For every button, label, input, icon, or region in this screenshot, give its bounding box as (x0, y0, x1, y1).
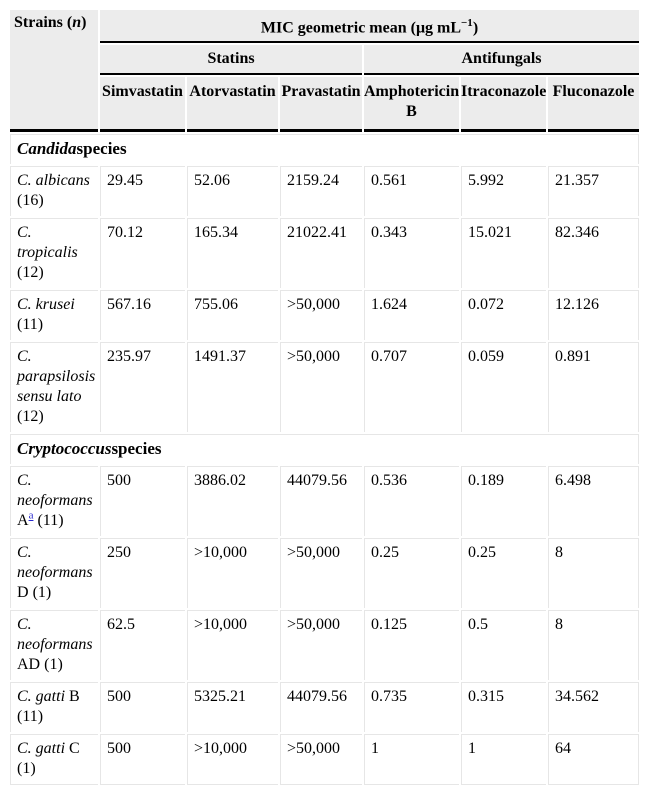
strain-n-count: (11) (17, 708, 44, 726)
mic-value-cell: 0.25 (461, 538, 546, 608)
mic-value-cell: >50,000 (280, 538, 362, 608)
strain-n-count: (1) (17, 760, 36, 778)
mic-value-cell: 8 (548, 610, 639, 680)
mic-value-cell: 235.97 (100, 342, 185, 432)
strain-name-cell (10, 342, 98, 432)
mic-spanner-header (100, 10, 639, 43)
section-header-row (10, 434, 639, 464)
section-genus-italic: Candida (17, 139, 77, 159)
table-row (10, 466, 639, 536)
mic-value-cell: 62.5 (100, 610, 185, 680)
mic-value-cell: 0.707 (364, 342, 459, 432)
mic-value-cell: 500 (100, 466, 185, 536)
strain-name-cell (10, 610, 98, 680)
mic-value-cell: 44079.56 (280, 682, 362, 732)
mic-value-cell: 44079.56 (280, 466, 362, 536)
mic-value-cell: 12.126 (548, 290, 639, 340)
strains-label-prefix: Strains ( (14, 14, 73, 31)
mic-superscript: −1 (461, 17, 473, 29)
strain-n-count: (1) (28, 584, 52, 602)
table-row (10, 342, 639, 432)
mic-value-cell: >10,000 (187, 734, 278, 785)
mic-value-cell: 21.357 (548, 166, 639, 216)
strain-serotype: B (65, 688, 80, 706)
mic-value-cell: 1 (364, 734, 459, 785)
strain-species-italic: C. tropicalis (17, 224, 78, 262)
section-title-rest: species (76, 139, 127, 159)
mic-value-cell: 64 (548, 734, 639, 785)
mic-value-cell: 250 (100, 538, 185, 608)
group-header-statins: Statins (100, 45, 362, 75)
table-header (10, 10, 639, 132)
header-row-top (10, 10, 639, 43)
mic-value-cell: >50,000 (280, 290, 362, 340)
mic-value-cell: 165.34 (187, 218, 278, 288)
mic-value-cell: 1 (461, 734, 546, 785)
column-header-atorvastatin: Atorvastatin (187, 77, 278, 132)
mic-value-cell: 6.498 (548, 466, 639, 536)
mic-value-cell: 0.059 (461, 342, 546, 432)
mic-value-cell: 500 (100, 734, 185, 785)
mic-value-cell: 5325.21 (187, 682, 278, 732)
header-row-columns (10, 77, 639, 132)
strains-label-suffix: ) (81, 14, 87, 31)
mic-value-cell: 0.189 (461, 466, 546, 536)
mic-value-cell: 1491.37 (187, 342, 278, 432)
footnote-a-link[interactable]: a (28, 510, 34, 522)
mic-value-cell: 1.624 (364, 290, 459, 340)
mic-value-cell: >50,000 (280, 610, 362, 680)
strain-species-italic: C. albicans (17, 172, 90, 190)
mic-value-cell: 500 (100, 682, 185, 732)
column-header-itraconazole: Itraconazole (461, 77, 546, 132)
strain-serotype: D (17, 584, 29, 602)
strain-serotype: A (17, 512, 29, 530)
header-row-groups (10, 45, 639, 75)
mic-value-cell: 0.536 (364, 466, 459, 536)
mic-value-cell: 567.16 (100, 290, 185, 340)
strain-name-cell (10, 218, 98, 288)
mic-geometric-mean-table (8, 8, 641, 787)
table-row (10, 682, 639, 732)
strain-name-cell (10, 166, 98, 216)
strain-name-cell (10, 734, 98, 785)
mic-value-cell: 3886.02 (187, 466, 278, 536)
section-header-row (10, 134, 639, 164)
mic-value-cell: 8 (548, 538, 639, 608)
mic-label-prefix: MIC geometric mean (μg mL (260, 19, 462, 37)
mic-value-cell: 34.562 (548, 682, 639, 732)
mic-value-cell: >50,000 (280, 342, 362, 432)
table-row (10, 290, 639, 340)
strain-name-cell (10, 538, 98, 608)
mic-label-suffix: ) (472, 19, 479, 37)
strain-species-italic: C. parapsilosis sensu lato (17, 348, 96, 406)
strain-n-count: (16) (17, 192, 44, 210)
table-body (10, 134, 639, 785)
mic-value-cell: 0.072 (461, 290, 546, 340)
table-row (10, 166, 639, 216)
strains-n-italic: n (72, 14, 82, 31)
mic-value-cell: 70.12 (100, 218, 185, 288)
strain-species-italic: C. neoformans (17, 616, 93, 654)
strain-n-count: (11) (33, 512, 64, 530)
mic-value-cell: 0.561 (364, 166, 459, 216)
mic-value-cell: 52.06 (187, 166, 278, 216)
strain-name-cell (10, 466, 98, 536)
strain-serotype: C (65, 740, 80, 758)
strain-n-count: (12) (17, 408, 44, 426)
strain-n-count: (12) (17, 264, 44, 282)
table-row (10, 734, 639, 785)
strain-species-italic: C. gatti (17, 740, 66, 758)
strain-species-italic: C. neoformans (17, 472, 93, 510)
column-header-pravastatin: Pravastatin (280, 77, 362, 132)
column-header-simvastatin: Simvastatin (100, 77, 185, 132)
strain-species-italic: C. neoformans (17, 544, 93, 582)
mic-value-cell: >10,000 (187, 538, 278, 608)
mic-value-cell: 0.315 (461, 682, 546, 732)
mic-value-cell: 5.992 (461, 166, 546, 216)
strain-name-cell (10, 682, 98, 732)
strain-serotype: AD (17, 656, 41, 674)
mic-value-cell: 15.021 (461, 218, 546, 288)
mic-value-cell: 755.06 (187, 290, 278, 340)
group-header-antifungals: Antifungals (364, 45, 639, 75)
mic-value-cell: >50,000 (280, 734, 362, 785)
section-title (10, 134, 639, 164)
mic-value-cell: 29.45 (100, 166, 185, 216)
strains-column-header (10, 10, 98, 132)
strain-species-italic: C. krusei (17, 296, 75, 314)
mic-value-cell: 0.343 (364, 218, 459, 288)
strain-species-italic: C. gatti (17, 688, 66, 706)
column-header-fluconazole: Fluconazole (548, 77, 639, 132)
section-title-rest: species (111, 439, 162, 459)
mic-value-cell: 0.891 (548, 342, 639, 432)
section-genus-italic: Cryptococcus (17, 439, 112, 459)
mic-value-cell: 0.125 (364, 610, 459, 680)
mic-value-cell: 0.25 (364, 538, 459, 608)
strain-name-cell (10, 290, 98, 340)
mic-value-cell: 82.346 (548, 218, 639, 288)
mic-value-cell: 0.5 (461, 610, 546, 680)
strain-n-count: (11) (17, 316, 44, 334)
mic-value-cell: 0.735 (364, 682, 459, 732)
section-title (10, 434, 639, 464)
mic-value-cell: 2159.24 (280, 166, 362, 216)
table-row (10, 610, 639, 680)
table-row (10, 538, 639, 608)
strain-n-count: (1) (40, 656, 63, 674)
column-header-amphotericin-b: Amphotericin B (364, 77, 459, 132)
mic-value-cell: >10,000 (187, 610, 278, 680)
mic-value-cell: 21022.41 (280, 218, 362, 288)
table-row (10, 218, 639, 288)
